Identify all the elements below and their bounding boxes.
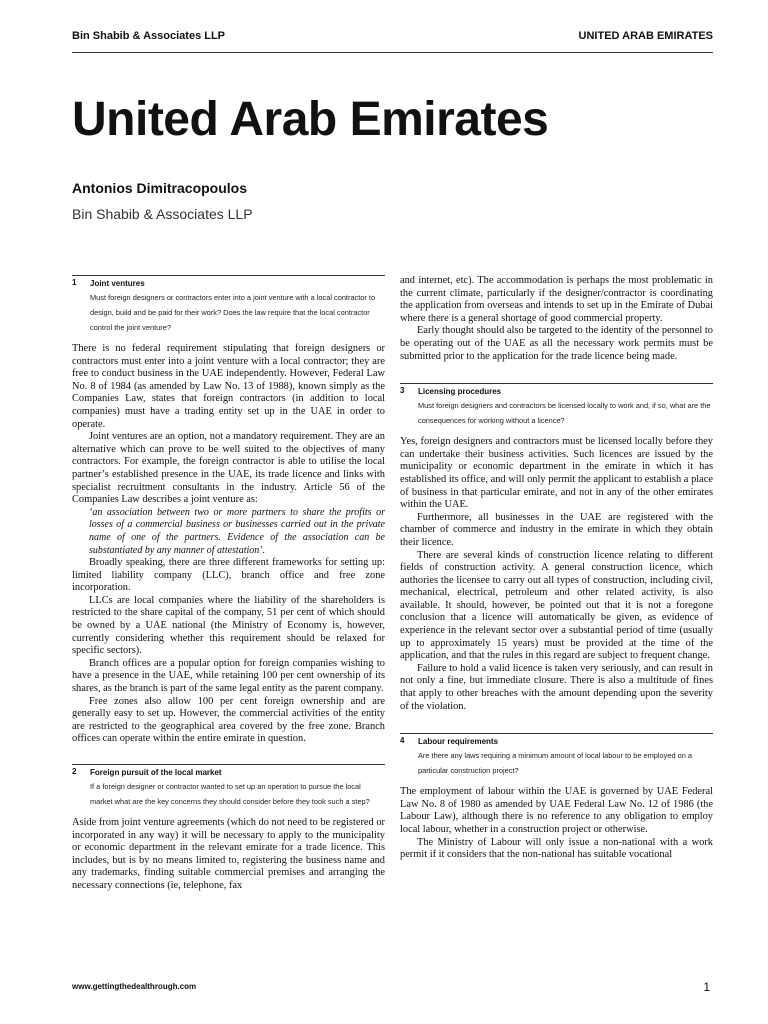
section-question: Must foreign designers or contractors enter into a joint venture with a local contractor to design, build and be paid for their work? Does the law require that the local contractor control the joint venture? xyxy=(90,293,376,332)
section-number: 1 xyxy=(72,278,77,287)
paragraph: The employment of labour within the UAE is governed by UAE Federal Law No. 8 of 1980 as amended by UAE Federal Law No. 12 of 1986 (the Labour Law), although there is no reference to any obligation to employ local labour, whether in a construction project or otherwise. xyxy=(400,786,713,835)
footer-url: www.gettingthedealthrough.com xyxy=(72,982,197,991)
header-country: UNITED ARAB EMIRATES xyxy=(578,30,713,42)
paragraph: There are several kinds of construction licence relating to different fields of construction activity. A general construction licence, which authories the licensee to carry out all types of construction, including civil, mechanical, electrical, petroleum and other related activity, is also available. It should, however, be pointed out that it is not a foregone conclusion that a licence will automatically be given, as evidence of experience in the relevant sector over a substantial period of time (usually up to approximately 15 years) must be provided at the time of the application, and that the rules in this regard are subject to frequent change. xyxy=(400,549,713,662)
paragraph: Branch offices are a popular option for foreign companies wishing to have a presence in the UAE, while retaining 100 per cent ownership of its shares, as the branch is part of the same legal entity as the parent company. xyxy=(72,657,385,695)
section-heading: Labour requirements xyxy=(418,737,499,747)
section-2-question xyxy=(72,764,385,809)
paragraph: LLCs are local companies where the liability of the shareholders is restricted to the share capital of the company, 51 per cent of which should be owned by a UAE national (the Ministry of Economy is, however, currently considering whether this requirement should be relaxed for specific sectors). xyxy=(72,594,385,657)
section-heading: Foreign pursuit of the local market xyxy=(90,768,222,777)
paragraph: Aside from joint venture agreements (which do not need to be registered or incorporated in any way) it will be necessary to apply to the municipality or economic department in the relevant emirate for a trade licence. This includes, but is by no means limited to, registering the business name and any trademarks, finding suitable commercial premises and arranging the necessary connections (ie, telephone, fax xyxy=(72,817,385,891)
paragraph: Early thought should also be targeted to the identity of the personnel to be operating out of the UAE as all the necessary work permits must be submitted prior to the application for the trade licence being made. xyxy=(400,325,713,362)
section-1-question xyxy=(72,275,385,335)
paragraph: Furthermore, all businesses in the UAE are registered with the chamber of commerce and industry in the emirate in which they obtain their licence. xyxy=(400,511,713,548)
section-3-question xyxy=(400,383,713,428)
right-column xyxy=(400,275,713,862)
author-name: Antonios Dimitracopoulos xyxy=(72,180,247,196)
page-title: United Arab Emirates xyxy=(72,93,549,146)
paragraph: Broadly speaking, there are three different frameworks for setting up: limited liability company (LLC), branch office and free zone incorporation. xyxy=(72,557,385,594)
quotation: ‘an association between two or more partners to share the profits or losses of a commercial business or businesses carried out in the private name of one of the partners. Evidence of the association can be substantiated by any manner of attestation’. xyxy=(89,506,385,556)
author-firm: Bin Shabib & Associates LLP xyxy=(72,206,253,222)
header-firm: Bin Shabib & Associates LLP xyxy=(72,30,226,42)
section-number: 2 xyxy=(72,767,77,776)
section-heading: Licensing procedures xyxy=(418,387,502,397)
section-question: Must foreign designers and contractors be licensed locally to work and, if so, what are the consequences for working without a licence? xyxy=(418,401,711,426)
section-number: 4 xyxy=(400,736,405,746)
section-number: 3 xyxy=(400,386,405,396)
page-number: 1 xyxy=(703,980,710,994)
paragraph: The Ministry of Labour will only issue a non-national with a work permit if it considers that the non-national has suitable vocational xyxy=(400,836,713,861)
running-header xyxy=(72,30,713,53)
paragraph: and internet, etc). The accommodation is perhaps the most problematic in the current climate, particularly if the designer/contractor is coordinating the application from overseas and intends to set up in the Emirate of Dubai where there is a general shortage of good commercial property. xyxy=(400,275,713,324)
section-question: Are there any laws requiring a minimum amount of local labour to be employed on a particular construction project? xyxy=(418,751,693,776)
section-question: If a foreign designer or contractor wanted to set up an operation to pursue the local market what are the key concerns they should consider before they took such a step? xyxy=(90,782,370,806)
paragraph: There is no federal requirement stipulating that foreign designers or contractors must enter into a joint venture with a local contractor; they are free to conduct business in the UAE independently. However, Federal Law No. 8 of 1984 (as amended by Law No. 13 of 1988), known simply as the Companies Law, states that foreign contractors (in addition to local companies) must have a trading entity set up in the UAE in order to operate. xyxy=(72,343,385,430)
section-4-question xyxy=(400,733,713,778)
paragraph: Yes, foreign designers and contractors must be licensed locally before they can undertake their business activities. Such licences are issued by the municipality or economic department in the emirate in which it has established its office, and will only permit the applicant to establish a place of business in that particular emirate, and not in any of the other emirates within the UAE. xyxy=(400,436,713,511)
paragraph: Joint ventures are an option, not a mandatory requirement. They are an alternative which can prove to be well suited to the objectives of many contractors. For example, the foreign contractor is able to utilise the local partner’s established presence in the UAE, its trade licence and links with specialist recruitment consultants in the industry. Article 56 of the Companies Law describes a joint venture as: xyxy=(72,431,385,506)
section-heading: Joint ventures xyxy=(90,279,145,288)
paragraph: Free zones also allow 100 per cent foreign ownership and are generally easy to set up. However, the commercial activities of the entity are restricted to the geographical area covered by the free zone. Branch offices can operate within the entire emirate in question. xyxy=(72,695,385,745)
left-column xyxy=(72,275,385,893)
paragraph: Failure to hold a valid licence is taken very seriously, and can result in not only a fine, but immediate closure. There is also a multitude of fines that apply to other breaches with the amount depending upon the severity of the violation. xyxy=(400,662,713,712)
